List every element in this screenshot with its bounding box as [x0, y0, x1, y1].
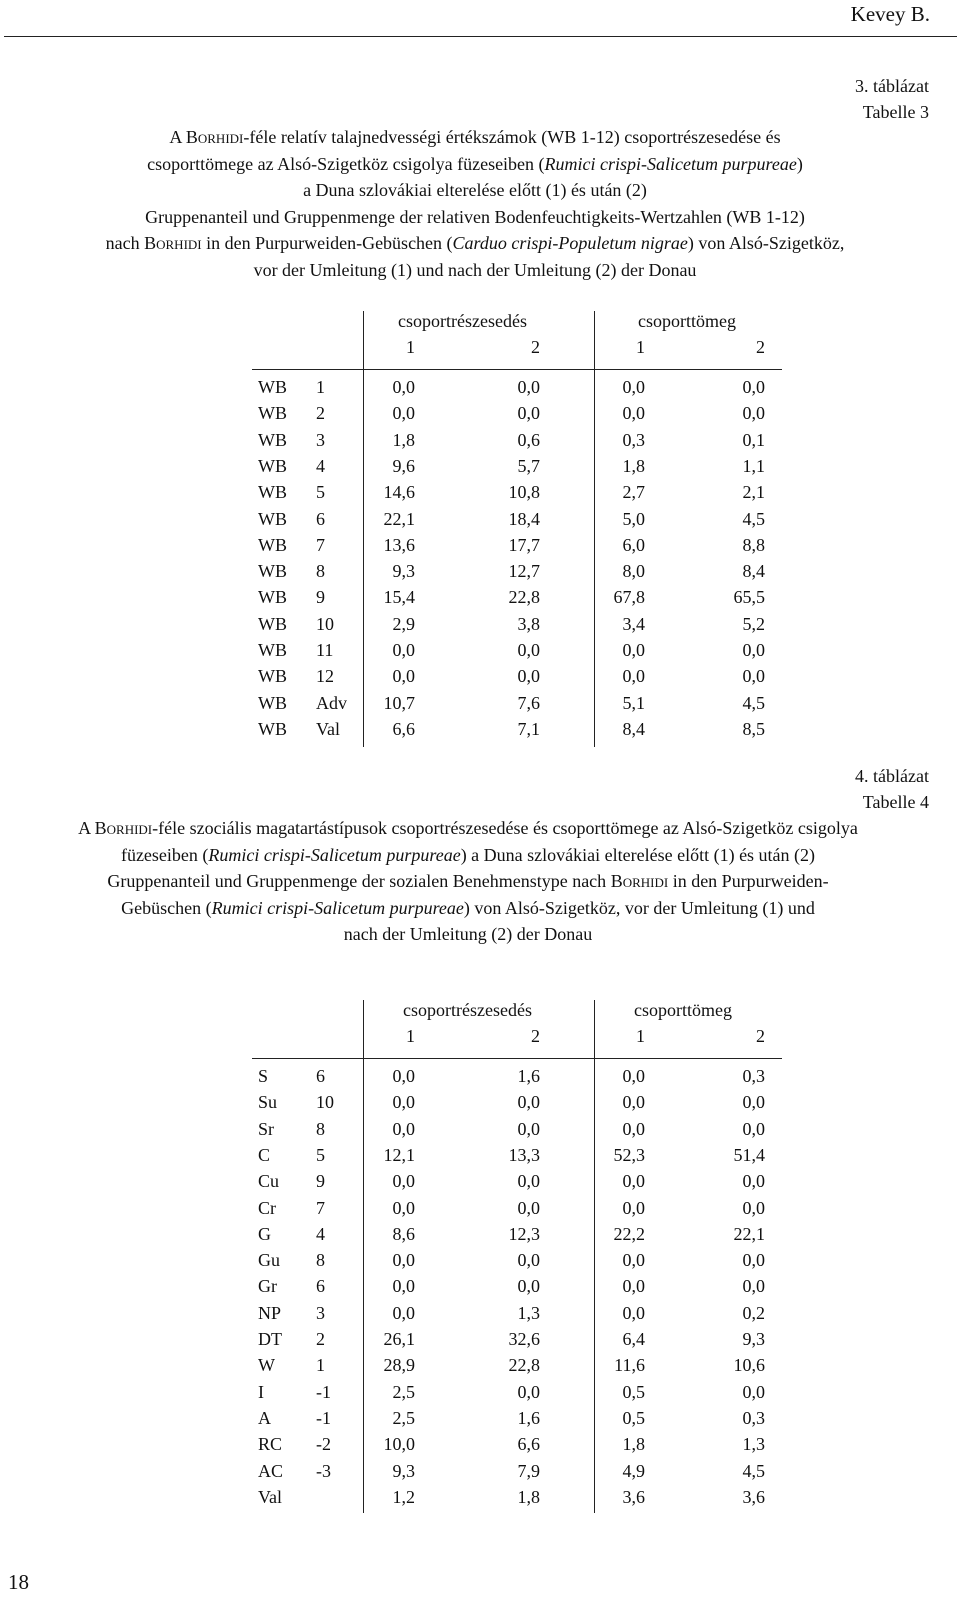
- mass-after: 0,0: [742, 1092, 765, 1113]
- taxon-name: Rumici crispi-Salicetum purpureae: [208, 844, 461, 865]
- row-value: 6: [316, 1276, 325, 1297]
- share-after: 0,0: [517, 377, 540, 397]
- share-after: 12,3: [508, 1223, 540, 1244]
- subheader-mass-2: 2: [756, 1026, 765, 1046]
- caption-line: [20, 177, 930, 204]
- caption-text: nach der Umleitung (2) der Donau: [343, 924, 593, 945]
- share-before: 0,0: [392, 377, 415, 397]
- table-row: [258, 1379, 788, 1405]
- share-after: 0,0: [517, 1250, 540, 1271]
- share-after: 5,7: [517, 455, 540, 476]
- subheader-mass-2: 2: [756, 337, 765, 357]
- share-after: 7,6: [517, 692, 540, 713]
- share-before: 0,0: [392, 1276, 415, 1297]
- share-after: 1,3: [517, 1302, 540, 1323]
- share-before: 13,6: [383, 534, 415, 555]
- share-before: 26,1: [383, 1329, 415, 1349]
- share-before: 10,0: [383, 1434, 415, 1455]
- table4-label-de: Tabelle 4: [862, 792, 929, 812]
- row-code: WB: [258, 718, 287, 739]
- share-after: 0,0: [517, 1092, 540, 1113]
- row-code: WB: [258, 403, 287, 424]
- mass-after: 0,1: [742, 429, 765, 450]
- row-code: S: [258, 1066, 269, 1086]
- share-before: 9,6: [392, 455, 415, 476]
- row-value: 9: [316, 1171, 325, 1192]
- mass-after: 3,6: [742, 1486, 765, 1507]
- table-row: [258, 584, 788, 610]
- mass-before: 0,0: [622, 1092, 645, 1113]
- taxon-name: Rumici crispi-Salicetum purpureae: [544, 153, 797, 174]
- row-code: Gu: [258, 1250, 280, 1271]
- row-code: Val: [258, 1486, 282, 1507]
- row-value: 1: [316, 1355, 325, 1376]
- caption-text: ) von Alsó-Szigetköz, vor der Umleitung (1) und: [463, 897, 815, 918]
- author-name: Borhidi: [144, 233, 202, 254]
- row-value: 2: [316, 1329, 325, 1349]
- share-before: 0,0: [392, 1118, 415, 1139]
- mass-before: 4,9: [622, 1460, 645, 1481]
- subheader-share-2: 2: [531, 337, 540, 357]
- row-value: 6: [316, 1066, 325, 1086]
- share-after: 0,0: [517, 1276, 540, 1297]
- group-header-mass: csoporttömeg: [634, 1000, 732, 1020]
- mass-after: 51,4: [733, 1144, 765, 1165]
- mass-after: 0,0: [742, 640, 765, 660]
- share-after: 1,8: [517, 1486, 540, 1507]
- mass-before: 0,0: [622, 1118, 645, 1139]
- group-header-mass: csoporttömeg: [638, 311, 736, 331]
- row-code: Gr: [258, 1276, 277, 1297]
- share-after: 22,8: [508, 1355, 540, 1376]
- table-row: [258, 506, 788, 532]
- share-after: 0,0: [517, 666, 540, 687]
- mass-after: 0,0: [742, 1197, 765, 1218]
- share-before: 8,6: [392, 1223, 415, 1244]
- caption-text: in den Purpurweiden-: [668, 871, 829, 892]
- caption-line: [0, 895, 936, 922]
- caption-text: csoporttömege az Alsó-Szigetköz csigolya füzeseiben (: [147, 153, 545, 174]
- row-code: G: [258, 1223, 271, 1244]
- table-row: [258, 1063, 788, 1089]
- mass-before: 6,0: [622, 534, 645, 555]
- row-code: RC: [258, 1434, 283, 1455]
- row-code: WB: [258, 508, 287, 529]
- caption-line: [20, 124, 930, 151]
- table-row: [258, 1458, 788, 1484]
- mass-before: 8,4: [622, 718, 645, 739]
- caption-text: in den Purpurweiden-Gebüschen (: [201, 233, 453, 254]
- caption-text: vor der Umleitung (1) und nach der Umleitung (2) der Donau: [253, 259, 697, 280]
- row-code: Cu: [258, 1171, 280, 1192]
- subheader-mass-1: 1: [636, 337, 645, 357]
- table3-label-de: Tabelle 3: [862, 102, 929, 122]
- mass-after: 4,5: [742, 1460, 765, 1481]
- row-code: NP: [258, 1302, 282, 1323]
- page-number: 18: [8, 1570, 29, 1594]
- row-value: 7: [316, 534, 325, 555]
- table-row: [258, 427, 788, 453]
- caption-text: Gruppenanteil und Gruppenmenge der sozialen Benehmenstype nach: [107, 871, 611, 892]
- mass-before: 0,0: [622, 666, 645, 687]
- share-after: 10,8: [508, 482, 540, 503]
- table-row: [258, 716, 788, 742]
- row-code: W: [258, 1355, 275, 1376]
- caption-text: a Duna szlovákiai elterelése előtt (1) és után (2): [303, 180, 647, 201]
- caption-text: A: [169, 127, 186, 147]
- mass-after: 1,1: [742, 455, 765, 476]
- mass-before: 0,3: [622, 429, 645, 450]
- mass-after: 22,1: [733, 1223, 765, 1244]
- mass-before: 0,0: [622, 403, 645, 424]
- table-row: [258, 1142, 788, 1168]
- caption-line: [0, 921, 936, 948]
- share-after: 22,8: [508, 587, 540, 608]
- share-before: 14,6: [383, 482, 415, 503]
- row-code: WB: [258, 561, 287, 582]
- caption-text: ): [796, 153, 803, 174]
- taxon-name: Rumici crispi-Salicetum purpureae: [211, 897, 464, 918]
- table3-label-hu: 3. táblázat: [855, 76, 929, 96]
- share-before: 9,3: [392, 1460, 415, 1481]
- mass-after: 4,5: [742, 508, 765, 529]
- mass-before: 0,5: [622, 1381, 645, 1402]
- share-after: 1,6: [517, 1407, 540, 1428]
- share-before: 0,0: [392, 666, 415, 687]
- caption-text: Gruppenanteil und Gruppenmenge der relativen Bodenfeuchtigkeits-Wertzahlen (WB 1-12): [145, 206, 805, 227]
- row-code: WB: [258, 429, 287, 450]
- row-code: WB: [258, 377, 287, 397]
- caption-text: füzeseiben (: [120, 844, 209, 865]
- share-after: 0,0: [517, 403, 540, 424]
- mass-after: 0,0: [742, 666, 765, 687]
- mass-before: 0,0: [622, 1250, 645, 1271]
- row-code: WB: [258, 482, 287, 503]
- caption-text: A: [78, 818, 95, 838]
- caption-line: [20, 204, 930, 231]
- table-row: [258, 479, 788, 505]
- share-after: 3,8: [517, 613, 540, 634]
- mass-after: 8,5: [742, 718, 765, 739]
- header-rule: [252, 1058, 782, 1059]
- row-value: 5: [316, 482, 325, 503]
- row-value: -1: [316, 1407, 331, 1428]
- caption-line: [0, 868, 936, 895]
- header-rule: [4, 36, 957, 37]
- caption-line: [20, 151, 930, 178]
- row-code: WB: [258, 534, 287, 555]
- row-value: -3: [316, 1460, 331, 1481]
- author-name: Borhidi: [610, 871, 669, 892]
- caption-text: nach: [105, 233, 145, 254]
- share-after: 1,6: [517, 1066, 540, 1086]
- author-name: Borhidi: [185, 127, 244, 147]
- row-code: A: [258, 1407, 271, 1428]
- share-after: 0,0: [517, 1381, 540, 1402]
- mass-after: 8,4: [742, 561, 765, 582]
- share-before: 12,1: [383, 1144, 415, 1165]
- row-value: -1: [316, 1381, 331, 1402]
- share-before: 1,8: [392, 429, 415, 450]
- mass-after: 0,0: [742, 1250, 765, 1271]
- row-value: 12: [316, 666, 334, 687]
- row-value: 3: [316, 1302, 325, 1323]
- share-after: 0,0: [517, 640, 540, 660]
- share-before: 10,7: [383, 692, 415, 713]
- mass-after: 9,3: [742, 1329, 765, 1349]
- mass-before: 0,0: [622, 1171, 645, 1192]
- table-row: [258, 1221, 788, 1247]
- row-value: 7: [316, 1197, 325, 1218]
- mass-after: 0,3: [742, 1407, 765, 1428]
- mass-after: 0,0: [742, 1381, 765, 1402]
- table-row: [258, 1352, 788, 1378]
- mass-after: 10,6: [733, 1355, 765, 1376]
- row-value: 5: [316, 1144, 325, 1165]
- row-code: C: [258, 1144, 271, 1165]
- mass-after: 0,0: [742, 377, 765, 397]
- share-after: 12,7: [508, 561, 540, 582]
- subheader-share-1: 1: [406, 337, 415, 357]
- row-code: WB: [258, 455, 287, 476]
- mass-after: 8,8: [742, 534, 765, 555]
- share-before: 15,4: [383, 587, 415, 608]
- row-value: 3: [316, 429, 325, 450]
- mass-before: 67,8: [613, 587, 645, 608]
- mass-after: 0,3: [742, 1066, 765, 1086]
- table-row: [258, 1326, 788, 1352]
- caption-line: [0, 815, 936, 842]
- table-row: [258, 690, 788, 716]
- subheader-mass-1: 1: [636, 1026, 645, 1046]
- caption-line: [20, 257, 930, 284]
- mass-after: 0,0: [742, 1118, 765, 1139]
- row-code: WB: [258, 692, 287, 713]
- mass-before: 22,2: [613, 1223, 645, 1244]
- row-value: 6: [316, 508, 325, 529]
- table-row: [258, 1484, 788, 1510]
- share-after: 0,0: [517, 1197, 540, 1218]
- taxon-name: Carduo crispi-Populetum nigrae: [452, 233, 688, 254]
- row-value: 1: [316, 377, 325, 397]
- mass-after: 0,0: [742, 403, 765, 424]
- share-before: 28,9: [383, 1355, 415, 1376]
- mass-before: 0,0: [622, 640, 645, 660]
- mass-before: 3,6: [622, 1486, 645, 1507]
- header-rule: [252, 369, 782, 370]
- row-code: DT: [258, 1329, 282, 1349]
- mass-before: 0,5: [622, 1407, 645, 1428]
- share-after: 0,6: [517, 429, 540, 450]
- row-code: Su: [258, 1092, 278, 1113]
- running-head: Kevey B.: [850, 2, 930, 26]
- table-row: [258, 611, 788, 637]
- share-after: 32,6: [508, 1329, 540, 1349]
- share-after: 0,0: [517, 1171, 540, 1192]
- share-before: 0,0: [392, 403, 415, 424]
- table-row: [258, 532, 788, 558]
- row-value: 10: [316, 1092, 334, 1113]
- row-code: WB: [258, 640, 287, 660]
- share-before: 0,0: [392, 1302, 415, 1323]
- table-row: [258, 1273, 788, 1299]
- share-after: 7,1: [517, 718, 540, 739]
- row-value: 2: [316, 403, 325, 424]
- table-row: [258, 1116, 788, 1142]
- share-after: 17,7: [508, 534, 540, 555]
- row-code: AC: [258, 1460, 284, 1481]
- mass-before: 5,1: [622, 692, 645, 713]
- table-row: [258, 663, 788, 689]
- mass-before: 0,0: [622, 1197, 645, 1218]
- caption-text: -féle szociális magatartástípusok csoportrészesedése és csoporttömege az Alsó-Szigetköz csigolya: [152, 818, 858, 838]
- mass-before: 1,8: [622, 1434, 645, 1455]
- caption-line: [0, 842, 936, 869]
- mass-before: 3,4: [622, 613, 645, 634]
- share-after: 0,0: [517, 1118, 540, 1139]
- mass-before: 1,8: [622, 455, 645, 476]
- group-header-share: csoportrészesedés: [398, 311, 527, 331]
- table-row: [258, 1431, 788, 1457]
- mass-before: 0,0: [622, 1066, 645, 1086]
- caption-text: ) a Duna szlovákiai elterelése előtt (1) és után (2): [460, 844, 816, 865]
- mass-before: 0,0: [622, 1302, 645, 1323]
- table-row: [258, 1247, 788, 1273]
- share-before: 2,9: [392, 613, 415, 634]
- share-before: 0,0: [392, 1092, 415, 1113]
- share-before: 6,6: [392, 718, 415, 739]
- mass-before: 2,7: [622, 482, 645, 503]
- mass-before: 0,0: [622, 1276, 645, 1297]
- mass-after: 0,0: [742, 1171, 765, 1192]
- row-value: 8: [316, 561, 325, 582]
- mass-after: 65,5: [733, 587, 765, 608]
- row-code: WB: [258, 613, 287, 634]
- mass-after: 5,2: [742, 613, 765, 634]
- table-row: [258, 1195, 788, 1221]
- table3-caption: [20, 124, 930, 284]
- caption-text: -féle relatív talajnedvességi értékszámok (WB 1-12) csoportrészesedése és: [243, 127, 781, 147]
- row-code: WB: [258, 666, 287, 687]
- caption-line: [20, 230, 930, 257]
- share-before: 2,5: [392, 1381, 415, 1402]
- row-value: Val: [316, 718, 340, 739]
- table-row: [258, 1405, 788, 1431]
- table4-caption: [0, 815, 936, 948]
- table4-label-hu: 4. táblázat: [855, 766, 929, 786]
- share-after: 7,9: [517, 1460, 540, 1481]
- share-before: 0,0: [392, 1250, 415, 1271]
- share-before: 9,3: [392, 561, 415, 582]
- row-value: -2: [316, 1434, 331, 1455]
- author-name: Borhidi: [94, 818, 153, 838]
- row-code: Sr: [258, 1118, 275, 1139]
- table-row: [258, 400, 788, 426]
- mass-after: 1,3: [742, 1434, 765, 1455]
- row-value: 10: [316, 613, 334, 634]
- mass-before: 52,3: [613, 1144, 645, 1165]
- row-value: 4: [316, 455, 325, 476]
- share-before: 22,1: [383, 508, 415, 529]
- mass-before: 11,6: [614, 1355, 645, 1376]
- mass-before: 8,0: [622, 561, 645, 582]
- group-header-share: csoportrészesedés: [403, 1000, 532, 1020]
- table-row: [258, 637, 788, 663]
- row-code: WB: [258, 587, 287, 608]
- mass-after: 2,1: [742, 482, 765, 503]
- share-before: 0,0: [392, 1197, 415, 1218]
- subheader-share-2: 2: [531, 1026, 540, 1046]
- mass-before: 6,4: [622, 1329, 645, 1349]
- row-value: Adv: [316, 692, 347, 713]
- mass-after: 0,2: [742, 1302, 765, 1323]
- mass-before: 5,0: [622, 508, 645, 529]
- share-before: 2,5: [392, 1407, 415, 1428]
- row-value: 11: [316, 640, 334, 660]
- subheader-share-1: 1: [406, 1026, 415, 1046]
- row-value: 8: [316, 1250, 325, 1271]
- table-row: [258, 374, 788, 400]
- mass-before: 0,0: [622, 377, 645, 397]
- share-before: 1,2: [392, 1486, 415, 1507]
- share-before: 0,0: [392, 640, 415, 660]
- row-value: 9: [316, 587, 325, 608]
- table-row: [258, 453, 788, 479]
- row-value: 8: [316, 1118, 325, 1139]
- share-after: 13,3: [508, 1144, 540, 1165]
- mass-after: 0,0: [742, 1276, 765, 1297]
- share-before: 0,0: [392, 1171, 415, 1192]
- caption-text: Gebüschen (: [121, 897, 212, 918]
- row-value: 4: [316, 1223, 325, 1244]
- table-row: [258, 1300, 788, 1326]
- row-code: Cr: [258, 1197, 276, 1218]
- caption-text: ) von Alsó-Szigetköz,: [687, 233, 845, 254]
- share-before: 0,0: [392, 1066, 415, 1086]
- row-code: I: [258, 1381, 264, 1402]
- mass-after: 4,5: [742, 692, 765, 713]
- share-after: 6,6: [517, 1434, 540, 1455]
- share-after: 18,4: [508, 508, 540, 529]
- table-row: [258, 1089, 788, 1115]
- table-row: [258, 1168, 788, 1194]
- table-row: [258, 558, 788, 584]
